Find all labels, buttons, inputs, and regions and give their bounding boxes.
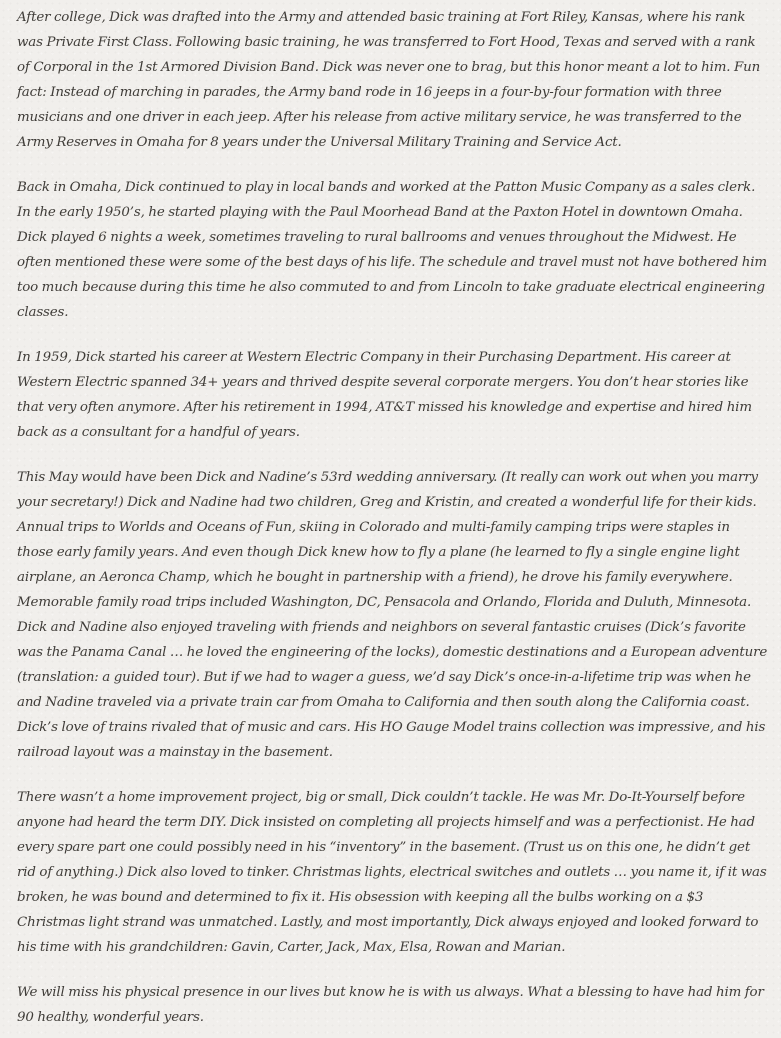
paragraph-western-electric: In 1959, Dick started his career at Western Electric Company in their Purchasing Department. His career at Western Electric spanned 34+ years and thrived despite several corporate mergers. You don’t hear stories like that very often anymore. After his retirement in 1994, AT&T missed his knowledge and expertise and hired him back as a consultant for a handful of years. (17, 350, 752, 440)
paragraph-military-service: After college, Dick was drafted into the Army and attended basic training at Fort Riley, Kansas, where his rank was Private First Class. Following basic training, he was transferred to Fort Hood, Texas and served with a rank of Corporal in the 1st Armored Division Band. Dick was never one to brag, but this honor meant a lot to him. Fun fact: Instead of marching in parades, the Army band rode in 16 jeeps in a four-by-four formation with three musicians and one driver in each jeep. After his release from active military service, he was transferred to the Army Reserves in Omaha for 8 years under the Universal Military Training and Service Act. (17, 10, 761, 150)
paragraph-family-travel: This May would have been Dick and Nadine’s 53rd wedding anniversary. (It really can work out when you marry your secretary!) Dick and Nadine had two children, Greg and Kristin, and created a wonderful life for their kids. Annual trips to Worlds and Oceans of Fun, skiing in Colorado and multi-family camping trips were staples in those early family years. And even though Dick knew how to fly a plane (he learned to fly a single engine light airplane, an Aeronca Champ, which he bought in partnership with a friend), he drove his family everywhere. Memorable family road trips included Washington, DC, Pensacola and Orlando, Florida and Duluth, Minnesota. Dick and Nadine also enjoyed traveling with friends and neighbors on several fantastic cruises (Dick’s favorite was the Panama Canal … he loved the engineering of the locks), domestic destinations and a European adventure (translation: a guided tour). But if we had to wager a guess, we’d say Dick’s once-in-a-lifetime trip was when he and Nadine traveled via a private train car from Omaha to California and then south along the California coast. Dick’s love of trains rivaled that of music and cars. His HO Gauge Model trains collection was impressive, and his railroad layout was a mainstay in the basement. (17, 470, 768, 760)
paragraph-home-projects: There wasn’t a home improvement project, big or small, Dick couldn’t tackle. He was Mr. Do-It-Yourself before anyone had heard the term DIY. Dick insisted on completing all projects himself and was a perfectionist. He had every spare part one could possibly need in his “inventory” in the basement. (Trust us on this one, he didn’t get rid of anything.) Dick also loved to tinker. Christmas lights, electrical switches and outlets … you name it, if it was broken, he was bound and determined to fix it. His obsession with keeping all the bulbs working on a $3 Christmas light strand was unmatched. Lastly, and most importantly, Dick always enjoyed and looked forward to his time with his grandchildren: Gavin, Carter, Jack, Max, Elsa, Rowan and Marian. (17, 790, 767, 955)
paragraph-music-career: Back in Omaha, Dick continued to play in local bands and worked at the Patton Music Company as a sales clerk. In the early 1950’s, he started playing with the Paul Moorhead Band at the Paxton Hotel in downtown Omaha. Dick played 6 nights a week, sometimes traveling to rural ballrooms and venues throughout the Midwest. He often mentioned these were some of the best days of his life. The schedule and travel must not have bothered him too much because during this time he also commuted to and from Lincoln to take graduate electrical engineering classes. (17, 180, 767, 320)
paragraph-closing: We will miss his physical presence in our lives but know he is with us always. What a blessing to have had him for 90 healthy, wonderful years. (17, 985, 764, 1025)
